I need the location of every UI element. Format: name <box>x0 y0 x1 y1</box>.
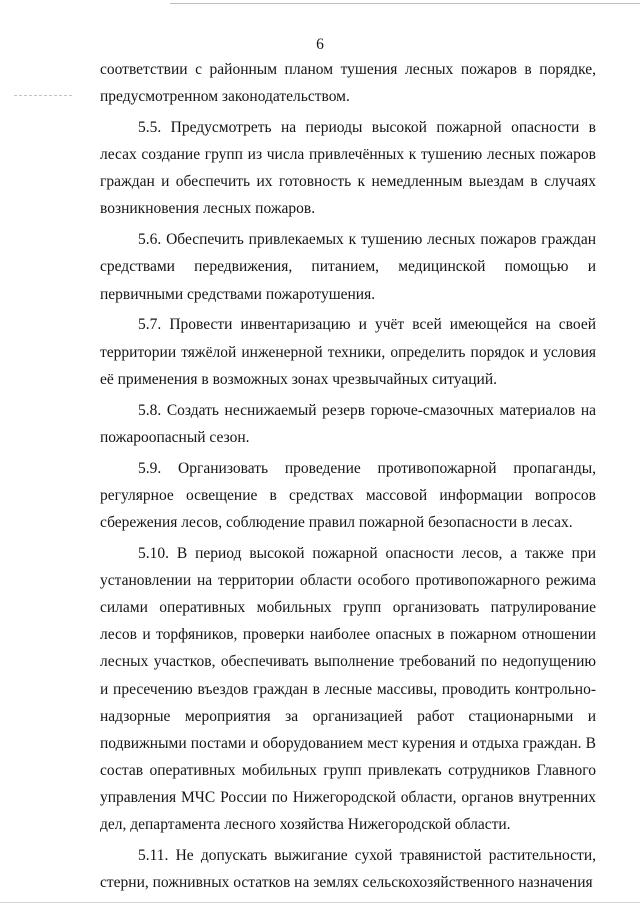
clause-5-7: 5.7. Провести инвентаризацию и учёт всей имеющейся на своей территории тяжёлой инженерной техники, определить порядок и условия её применения в возможных зонах чрезвычайных ситуаций. <box>100 316 596 388</box>
scan-margin-mark <box>14 95 72 96</box>
scan-top-edge <box>170 3 640 4</box>
clause-5-6: 5.6. Обеспечить привлекаемых к тушению лесных пожаров граждан средствами передвижения, питанием, медицинской помощью и первичными средствами пожаротушения. <box>100 231 596 303</box>
paragraph-continuation: соответствии с районным планом тушения лесных пожаров в порядке, предусмотренном законодательством. <box>100 61 596 106</box>
clause-5-8: 5.8. Создать неснижаемый резерв горюче-смазочных материалов на пожароопасный сезон. <box>100 401 596 446</box>
clause-5-5: 5.5. Предусмотреть на периоды высокой пожарной опасности в лесах создание групп из числа привлечённых к тушению лесных пожаров граждан и обеспечить их готовность к немедленным выездам в случаях возникновения лесных пожаров. <box>100 119 596 218</box>
document-body <box>100 56 596 897</box>
page-number: 6 <box>316 36 324 53</box>
clause-5-9: 5.9. Организовать проведение противопожарной пропаганды, регулярное освещение в средствах массовой информации вопросов сбережения лесов, соблюдение правил пожарной безопасности в лесах. <box>100 459 596 531</box>
clause-5-11: 5.11. Не допускать выжигание сухой травянистой растительности, стерни, пожнивных остатков на землях сельскохозяйственного назначения <box>100 847 596 892</box>
scan-bottom-edge <box>0 902 640 903</box>
clause-5-10: 5.10. В период высокой пожарной опасности лесов, а также при установлении на территории области особого противопожарного режима силами оперативных мобильных групп организовать патрулирование лесов и торфяников, проверки наиболее опасных в пожарном отношении лесных участков, обеспечивать выполнение требований по недопущению и пресечению въездов граждан в лесные массивы, проводить контрольно-надзорные мероприятия за организацией работ стационарными и подвижными постами и оборудованием мест курения и отдыха граждан. В состав оперативных мобильных групп привлекать сотрудников Главного управления МЧС России по Нижегородской области, органов внутренних дел, департамента лесного хозяйства Нижегородской области. <box>100 544 596 834</box>
